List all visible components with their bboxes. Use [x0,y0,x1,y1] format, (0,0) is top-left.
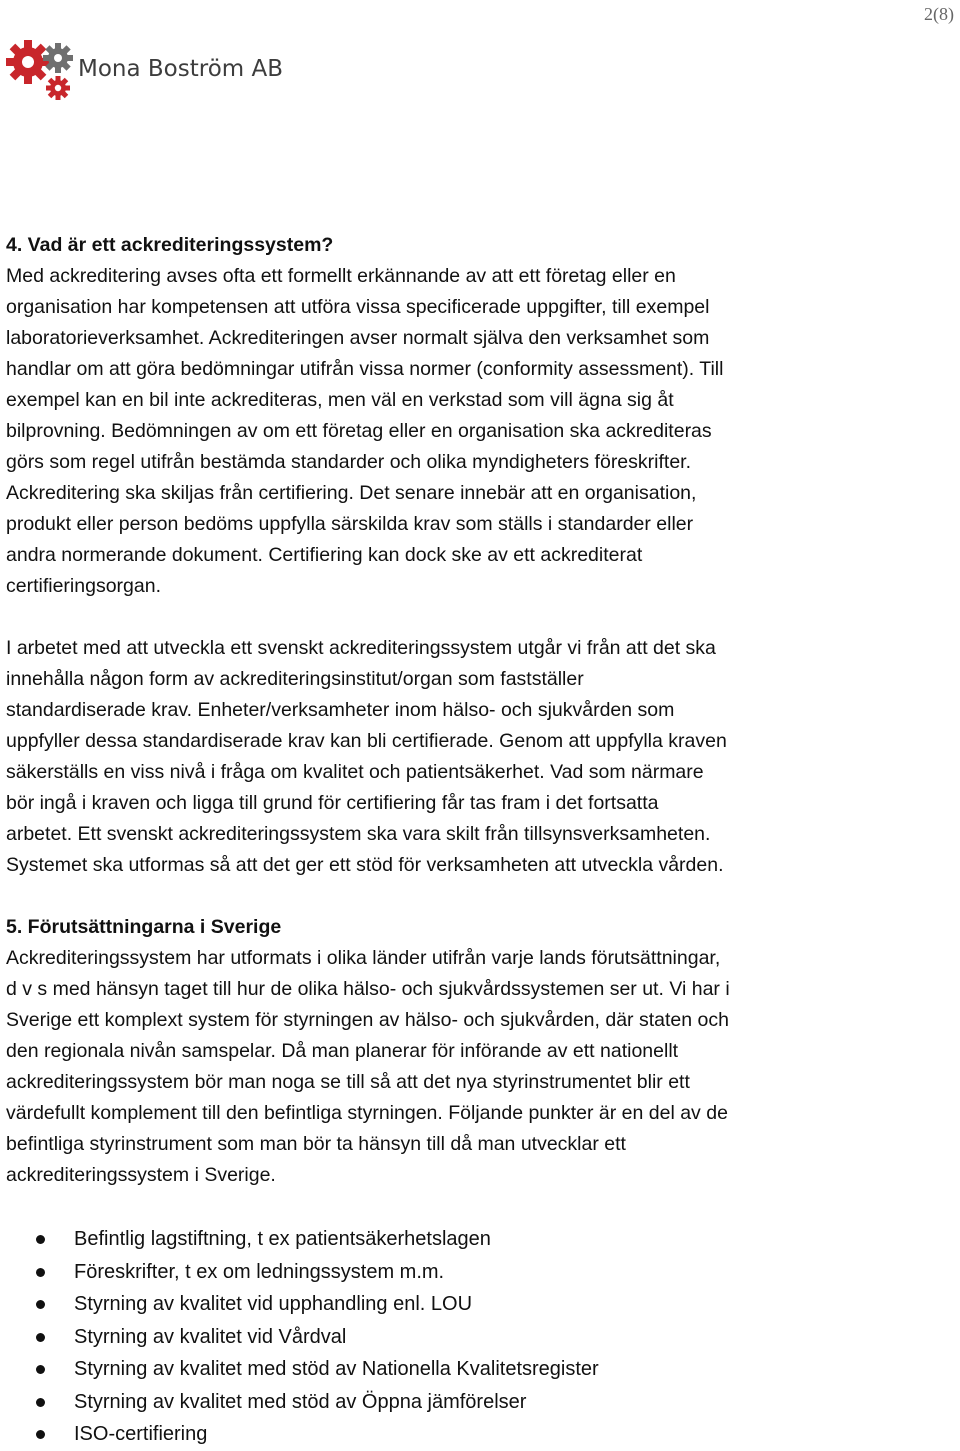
section-5-heading: 5. Förutsättningarna i Sverige [6,916,282,938]
list-item [36,1288,599,1321]
list-item-text: Styrning av kvalitet med stöd av Öppna jämförelser [74,1390,527,1413]
text-line: värdefullt komplement till den befintliga styrningen. Följande punkter är en del av de [6,1102,728,1124]
list-item-text: Styrning av kvalitet vid upphandling enl. LOU [74,1293,473,1315]
text-line: d v s med hänsyn taget till hur de olika hälso- och sjukvårdssystemen ser ut. Vi har i [6,978,730,1000]
text-line: innehålla någon form av ackrediteringsinstitut/organ som fastställer [6,668,584,690]
logo-text: Mona Boström AB [78,56,284,82]
text-line: bilprovning. Bedömningen av om ett företag eller en organisation ska ackrediteras [6,420,712,442]
text-line: den regionala nivån samspelar. Då man planerar för införande av ett nationellt [6,1040,679,1062]
list-item-text: Befintlig lagstiftning, t ex patientsäkerhetslagen [74,1228,491,1250]
text-line: Med ackreditering avses ofta ett formellt erkännande av att ett företag eller en [6,265,676,287]
text-line: I arbetet med att utveckla ett svenskt ackrediteringssystem utgår vi från att det ska [6,637,716,659]
text-line: Systemet ska utformas så att det ger ett stöd för verksamheten att utveckla vården. [6,854,724,876]
text-line: produkt eller person bedöms uppfylla särskilda krav som ställs i standarder eller [6,513,694,535]
bullet-icon [36,1235,45,1244]
bullet-list [36,1223,599,1451]
page-number: 2(8) [924,4,954,24]
bullet-icon [36,1430,45,1439]
text-line: exempel kan en bil inte ackrediteras, men väl en verkstad som vill ägna sig åt [6,389,674,411]
text-line: handlar om att göra bedömningar utifrån vissa normer (conformity assessment). Till [6,358,724,380]
text-line: standardiserade krav. Enheter/verksamheter inom hälso- och sjukvården som [6,699,675,721]
text-line: andra normerande dokument. Certifiering kan dock ske av ett ackrediterat [6,544,643,566]
text-line: Sverige ett komplext system för styrningen av hälso- och sjukvården, där staten och [6,1009,729,1031]
text-line: ackrediteringssystem bör man noga se till så att det nya styrinstrumentet blir ett [6,1071,690,1093]
section-5-paragraph-1 [6,943,956,1191]
section-4-paragraph-1 [6,261,956,602]
list-item-text: ISO-certifiering [74,1423,208,1445]
text-line: Ackrediteringssystem har utformats i olika länder utifrån varje lands förutsättningar, [6,947,721,969]
text-line: görs som regel utifrån bestämda standarder och olika myndigheters föreskrifter. [6,451,691,473]
text-line: arbetet. Ett svenskt ackrediteringssystem ska vara skilt från tillsynsverksamheten. [6,823,711,845]
bullet-icon [36,1365,45,1374]
list-item [36,1256,599,1289]
text-line: uppfyller dessa standardiserade krav kan bli certifierade. Genom att uppfylla kraven [6,730,727,752]
bullet-icon [36,1268,45,1277]
bullet-icon [36,1300,45,1309]
bullet-icon [36,1333,45,1342]
gears-logo-icon [4,36,78,102]
list-item [36,1353,599,1386]
text-line: certifieringsorgan. [6,575,161,597]
list-item-text: Styrning av kvalitet vid Vårdval [74,1325,347,1348]
list-item [36,1418,599,1451]
list-item [36,1386,599,1419]
text-line: organisation har kompetensen att utföra vissa specificerade uppgifter, till exempel [6,296,710,318]
list-item-text: Styrning av kvalitet med stöd av Nationella Kvalitetsregister [74,1358,599,1380]
list-item [36,1321,599,1354]
text-line: säkerställs en viss nivå i fråga om kvalitet och patientsäkerhet. Vad som närmare [6,761,704,783]
list-item [36,1223,599,1256]
text-line: ackrediteringssystem i Sverige. [6,1164,276,1186]
section-4-paragraph-2 [6,633,956,881]
text-line: bör ingå i kraven och ligga till grund för certifiering får tas fram i det fortsatta [6,792,659,814]
bullet-icon [36,1398,45,1407]
section-4-heading: 4. Vad är ett ackrediteringssystem? [6,234,334,256]
list-item-text: Föreskrifter, t ex om ledningssystem m.m. [74,1260,445,1283]
text-line: befintliga styrinstrument som man bör ta hänsyn till då man utvecklar ett [6,1133,626,1155]
document-body [6,230,956,1191]
text-line: laboratorieverksamhet. Ackrediteringen avser normalt själva den verksamhet som [6,327,710,349]
text-line: Ackreditering ska skiljas från certifiering. Det senare innebär att en organisation, [6,482,697,504]
